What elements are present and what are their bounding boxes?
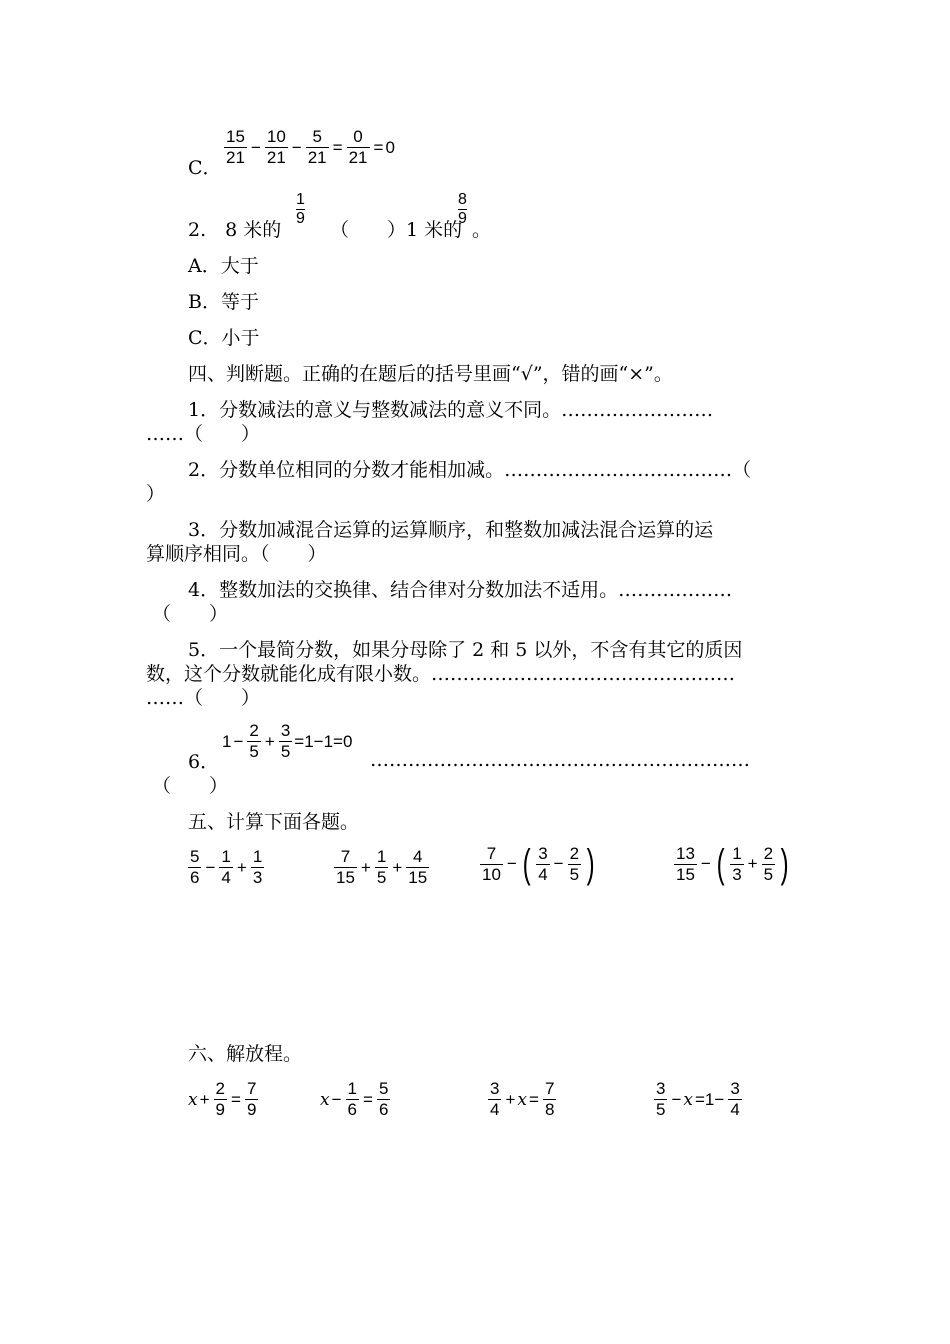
operator: − xyxy=(205,857,216,877)
operator: − xyxy=(233,731,244,751)
fraction xyxy=(654,1080,667,1119)
section-6-title: 六、解放程。 xyxy=(188,1043,303,1065)
denominator: 3 xyxy=(252,868,263,887)
equation-3 xyxy=(486,1080,558,1119)
fraction xyxy=(188,848,201,887)
judge-item-6-paren: （ ） xyxy=(152,775,229,797)
fraction xyxy=(346,1080,359,1119)
operator: + xyxy=(264,731,275,751)
operator: + xyxy=(505,1089,516,1109)
fraction xyxy=(214,1080,227,1119)
numerator: 7 xyxy=(246,1079,257,1098)
calc-problem-2 xyxy=(332,848,431,887)
numerator: 2 xyxy=(763,843,774,863)
numerator: 1 xyxy=(732,843,742,863)
fraction xyxy=(730,845,743,884)
numerator: 4 xyxy=(412,847,423,866)
judge-item-5-cont2: ……（ ） xyxy=(146,687,261,709)
judge-item-6-expression: 1 − $\frac{2}{5}$ + $\frac{3}{5}$ =1−1=0 xyxy=(222,721,353,761)
judge-item-1: 1．分数减法的意义与整数减法的意义不同。…………………… xyxy=(188,399,714,421)
operator: + xyxy=(199,1089,210,1109)
denominator: 21 xyxy=(348,148,368,167)
operator: + xyxy=(747,854,758,873)
judge-item-3-cont: 算顺序相同。（ ） xyxy=(146,543,327,565)
fraction xyxy=(543,1080,556,1119)
fraction xyxy=(347,128,370,167)
operator: + xyxy=(236,857,247,877)
denominator: 21 xyxy=(226,148,245,167)
judge-item-4-cont: （ ） xyxy=(152,603,229,625)
denominator: 5 xyxy=(569,864,580,884)
numerator: 3 xyxy=(730,1079,740,1098)
judge-item-5-cont: 数，这个分数就能化成有限小数。………………………………………… xyxy=(146,663,736,685)
operator: − xyxy=(671,1089,682,1109)
numerator: 0 xyxy=(353,127,363,146)
numerator: 3 xyxy=(280,721,291,740)
denominator: 5 xyxy=(656,1100,666,1119)
operator: = xyxy=(231,1089,241,1109)
numerator: 2 xyxy=(249,721,259,740)
denominator: 15 xyxy=(408,868,428,887)
fraction xyxy=(306,128,329,167)
fraction xyxy=(375,848,388,887)
option-b: B．等于 xyxy=(188,291,259,313)
question-2-fraction-2: 8 9 xyxy=(458,191,467,227)
operator: − xyxy=(553,854,564,873)
question-2-fraction-1: 1 9 xyxy=(296,191,305,227)
option-c: C．小于 xyxy=(188,327,260,349)
equation-4 xyxy=(652,1080,744,1119)
judge-item-2: 2．分数单位相同的分数才能相加减。………………………………（ xyxy=(188,459,752,481)
operator: = xyxy=(373,137,384,157)
numerator: 5 xyxy=(312,127,322,146)
parenthesis: ) xyxy=(586,842,595,886)
numerator: 2 xyxy=(569,843,580,863)
denominator: 5 xyxy=(249,742,259,761)
numerator: 2 xyxy=(215,1079,225,1098)
question-2-end: 。 xyxy=(472,219,492,241)
numerator: 3 xyxy=(490,1079,500,1098)
judge-item-3: 3．分数加减混合运算的运算顺序，和整数加减法混合运算的运 xyxy=(188,519,714,541)
question-2-part2: （ ）1 米的 xyxy=(330,219,463,241)
denominator: 15 xyxy=(336,868,355,887)
numerator: 7 xyxy=(486,843,497,863)
fraction xyxy=(536,845,549,884)
numerator: 5 xyxy=(190,847,200,866)
numerator: 5 xyxy=(378,1079,389,1098)
fraction xyxy=(247,722,260,761)
variable: x xyxy=(683,1089,693,1110)
fraction xyxy=(674,845,697,884)
denominator: 6 xyxy=(347,1100,357,1119)
fraction xyxy=(245,1080,258,1119)
operator: = xyxy=(363,1089,373,1109)
numerator: 13 xyxy=(676,843,695,863)
fraction xyxy=(728,1080,741,1119)
operator: − xyxy=(291,137,302,157)
option-c-expression: $\frac{15}{21}$ − $\frac{10}{21}$ − $\frac{5}{21}$ = $\frac{0}{21}$ = 0 xyxy=(226,127,395,167)
numerator: 1 xyxy=(376,847,387,866)
numerator: 3 xyxy=(538,843,548,863)
equation-1 xyxy=(188,1080,260,1119)
parenthesis: ( xyxy=(716,842,725,886)
judge-item-6-label: 6． xyxy=(188,751,220,773)
calc-problem-3 xyxy=(478,844,598,884)
fraction xyxy=(279,722,292,761)
operator: − xyxy=(331,1089,342,1109)
fraction xyxy=(224,128,247,167)
fraction xyxy=(265,128,288,167)
judge-item-6-dots: …………………………………………………… xyxy=(370,749,750,771)
denominator: 6 xyxy=(378,1100,389,1119)
question-2-part1: 2. 8 米的 xyxy=(188,219,282,241)
judge-item-1-cont: ……（ ） xyxy=(146,423,261,445)
denominator: 10 xyxy=(482,864,501,884)
denominator: 21 xyxy=(266,148,286,167)
section-5-title: 五、计算下面各题。 xyxy=(188,811,360,833)
numerator: 7 xyxy=(544,1079,555,1098)
numerator: 15 xyxy=(226,127,245,146)
denominator: 21 xyxy=(307,148,327,167)
fraction xyxy=(334,848,357,887)
fraction xyxy=(568,845,581,884)
denominator: 4 xyxy=(538,864,548,884)
fraction xyxy=(251,848,264,887)
numerator: 1 xyxy=(347,1079,357,1098)
denominator: 6 xyxy=(190,868,200,887)
judge-item-4: 4．整数加法的交换律、结合律对分数加法不适用。……………… xyxy=(188,579,733,601)
fraction xyxy=(406,848,429,887)
denominator: 4 xyxy=(730,1100,740,1119)
fraction xyxy=(488,1080,501,1119)
judge-item-5: 5．一个最简分数，如果分母除了 2 和 5 以外，不含有其它的质因 xyxy=(188,639,743,661)
denominator: 5 xyxy=(280,742,291,761)
operator: − xyxy=(506,854,517,873)
numerator: 1 xyxy=(252,847,263,866)
calc-problem-4 xyxy=(672,844,792,884)
denominator: 9 xyxy=(215,1100,225,1119)
operator: + xyxy=(360,857,371,877)
numerator: 3 xyxy=(656,1079,666,1098)
denominator: 5 xyxy=(376,868,387,887)
equation-2 xyxy=(320,1080,392,1119)
option-c-label: C． xyxy=(188,157,222,179)
fraction xyxy=(219,848,232,887)
numerator: 1 xyxy=(221,847,231,866)
operator: = xyxy=(529,1089,539,1109)
denominator: 4 xyxy=(221,868,231,887)
judge-item-2-cont: ） xyxy=(146,483,166,505)
operator: − xyxy=(700,854,711,873)
variable: x xyxy=(320,1089,330,1110)
operator: − xyxy=(250,137,261,157)
fraction xyxy=(480,845,503,884)
parenthesis: ( xyxy=(522,842,531,886)
denominator: 9 xyxy=(246,1100,257,1119)
fraction xyxy=(377,1080,390,1119)
operator: =1− xyxy=(695,1089,725,1109)
calc-problem-1 xyxy=(186,848,266,887)
denominator: 3 xyxy=(732,864,742,884)
operator: = xyxy=(332,137,343,157)
section-4-title: 四、判断题。正确的在题后的括号里画“√”，错的画“×”。 xyxy=(188,363,673,385)
option-a: A．大于 xyxy=(188,255,259,277)
denominator: 5 xyxy=(763,864,774,884)
denominator: 4 xyxy=(490,1100,500,1119)
numerator: 10 xyxy=(266,127,286,146)
variable: x xyxy=(517,1089,527,1110)
fraction xyxy=(762,845,775,884)
variable: x xyxy=(188,1089,198,1110)
operator: + xyxy=(392,857,403,877)
parenthesis: ) xyxy=(780,842,789,886)
denominator: 15 xyxy=(676,864,695,884)
denominator: 8 xyxy=(544,1100,555,1119)
numerator: 7 xyxy=(340,847,351,866)
